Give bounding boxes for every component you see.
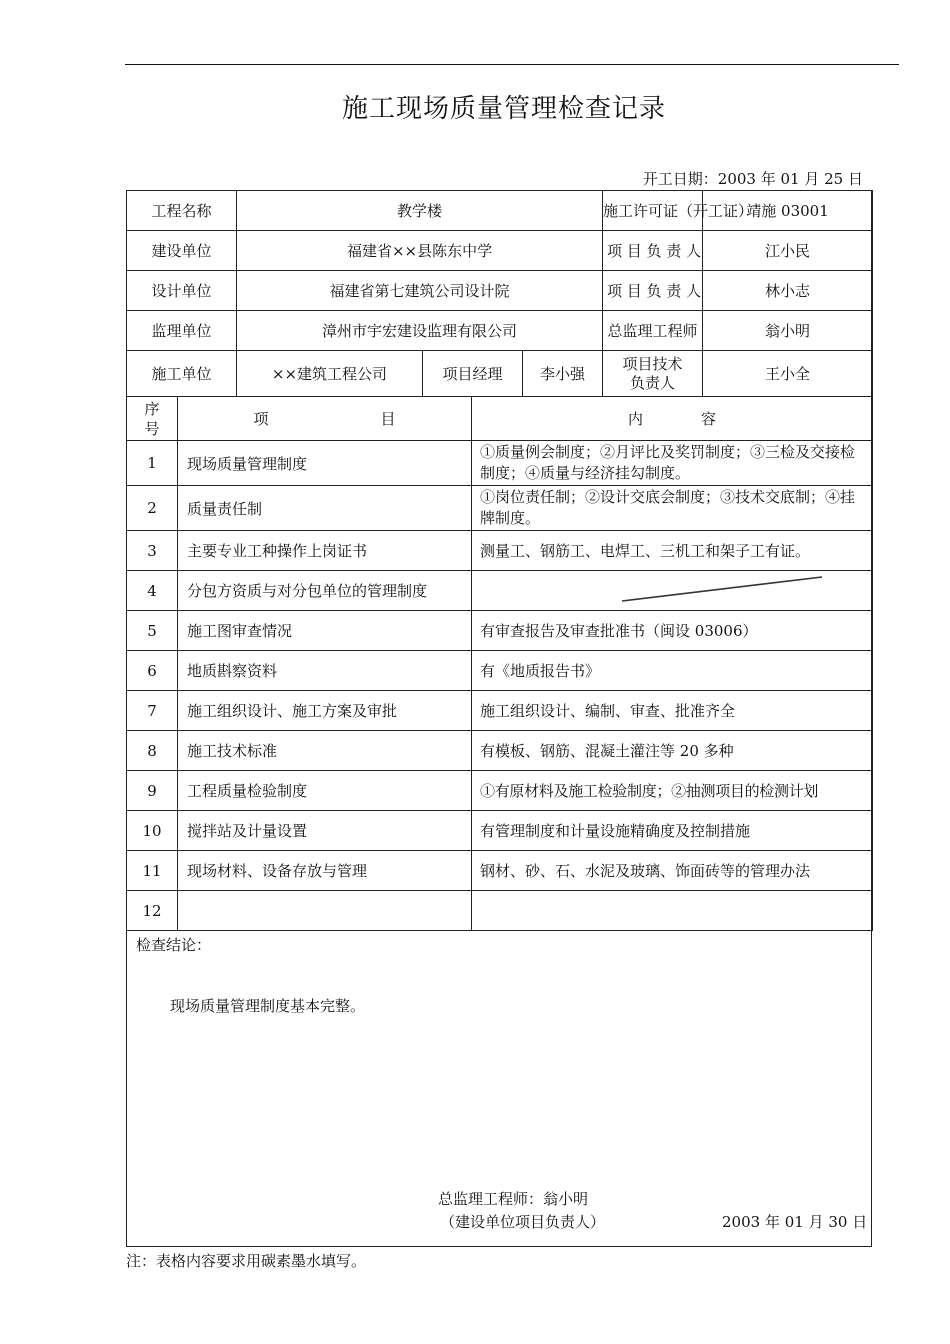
row-content: 有管理制度和计量设施精确度及控制措施	[472, 811, 873, 851]
row-no: 4	[127, 571, 178, 611]
tech-lead-value: 王小全	[703, 351, 873, 397]
tech-lead-label	[603, 351, 703, 397]
design-label: 设计单位	[127, 271, 237, 311]
strike-through-line	[620, 574, 824, 604]
row-content: 测量工、钢筋工、电焊工、三机工和架子工有证。	[472, 531, 873, 571]
row-no: 2	[127, 486, 178, 531]
page-title: 施工现场质量管理检查记录	[341, 94, 666, 124]
items-header-row	[127, 397, 873, 441]
row-item: 主要专业工种操作上岗证书	[178, 531, 472, 571]
row-content: ①岗位责任制；②设计交底会制度；③技术交底制；④挂牌制度。	[472, 486, 873, 531]
row-content: 有审查报告及审查批准书（闽设 03006）	[472, 611, 873, 651]
conclusion-text: 现场质量管理制度基本完整。	[170, 997, 366, 1015]
row-no: 9	[127, 771, 178, 811]
row-content: 施工组织设计、编制、审查、批准齐全	[472, 691, 873, 731]
row-item: 搅拌站及计量设置	[178, 811, 472, 851]
row-item: 工程质量检验制度	[178, 771, 472, 811]
signer: 总监理工程师：翁小明	[438, 1190, 589, 1208]
signer-subtitle: （建设单位项目负责人）	[440, 1213, 606, 1231]
contractor-value: ××建筑工程公司	[237, 351, 423, 397]
row-item	[178, 891, 472, 931]
project-name-label: 工程名称	[127, 191, 237, 231]
header-content-char-1: 内	[627, 410, 643, 428]
row-no: 11	[127, 851, 178, 891]
permit-label: 施工许可证（开工证）	[603, 191, 703, 231]
supervision-row	[127, 311, 873, 351]
row-no: 12	[127, 891, 178, 931]
owner-label: 建设单位	[127, 231, 237, 271]
owner-lead-label: 项 目 负 责 人	[603, 231, 703, 271]
row-item: 施工技术标准	[178, 731, 472, 771]
owner-row	[127, 231, 873, 271]
project-row	[127, 191, 873, 231]
header-no-line-2: 号	[144, 419, 160, 438]
header-content	[472, 397, 873, 441]
project-name-value: 教学楼	[237, 191, 603, 231]
sign-date: 2003 年 01 月 30 日	[722, 1213, 868, 1231]
row-content	[472, 891, 873, 931]
owner-lead-value: 江小民	[703, 231, 873, 271]
header-no-line-1: 序	[144, 399, 160, 418]
tech-lead-label-line-1: 项目技术	[622, 354, 683, 373]
owner-value: 福建省××县陈东中学	[237, 231, 603, 271]
pm-value: 李小强	[523, 351, 603, 397]
chief-engineer-value: 翁小明	[703, 311, 873, 351]
row-item: 地质斟察资料	[178, 651, 472, 691]
header-item-char-1: 项	[253, 410, 269, 428]
row-item: 现场质量管理制度	[178, 441, 472, 486]
table-row	[127, 611, 873, 651]
footnote: 注：表格内容要求用碳素墨水填写。	[126, 1252, 367, 1270]
contractor-row	[127, 351, 873, 397]
table-row	[127, 651, 873, 691]
table-row	[127, 731, 873, 771]
supervision-label: 监理单位	[127, 311, 237, 351]
row-content: 有模板、钢筋、混凝土灌注等 20 多种	[472, 731, 873, 771]
row-no: 5	[127, 611, 178, 651]
table-row	[127, 691, 873, 731]
table-row	[127, 811, 873, 851]
design-row	[127, 271, 873, 311]
row-item: 质量责任制	[178, 486, 472, 531]
items-table	[126, 396, 873, 931]
top-rule	[125, 64, 899, 65]
table-row	[127, 771, 873, 811]
row-no: 10	[127, 811, 178, 851]
design-lead-value: 林小志	[703, 271, 873, 311]
chief-engineer-label: 总监理工程师	[603, 311, 703, 351]
row-content: ①质量例会制度；②月评比及奖罚制度；③三检及交接检制度；④质量与经济挂勾制度。	[472, 441, 873, 486]
row-content: 钢材、砂、石、水泥及玻璃、饰面砖等的管理办法	[472, 851, 873, 891]
supervision-value: 漳州市宇宏建设监理有限公司	[237, 311, 603, 351]
row-item: 分包方资质与对分包单位的管理制度	[178, 571, 472, 611]
row-no: 1	[127, 441, 178, 486]
design-lead-label: 项 目 负 责 人	[603, 271, 703, 311]
project-info-table	[126, 190, 873, 397]
row-item: 施工组织设计、施工方案及审批	[178, 691, 472, 731]
table-row	[127, 531, 873, 571]
header-item	[178, 397, 472, 441]
table-row	[127, 441, 873, 486]
pm-label: 项目经理	[423, 351, 523, 397]
conclusion-label: 检查结论：	[136, 936, 212, 954]
row-no: 3	[127, 531, 178, 571]
header-content-char-2: 容	[701, 410, 717, 428]
row-content: 有《地质报告书》	[472, 651, 873, 691]
header-no	[127, 397, 178, 441]
row-item: 施工图审查情况	[178, 611, 472, 651]
row-no: 6	[127, 651, 178, 691]
row-item: 现场材料、设备存放与管理	[178, 851, 472, 891]
row-no: 8	[127, 731, 178, 771]
table-row	[127, 486, 873, 531]
tech-lead-label-line-2: 负责人	[630, 373, 676, 392]
header-item-char-2: 目	[380, 410, 396, 428]
row-no: 7	[127, 691, 178, 731]
contractor-label: 施工单位	[127, 351, 237, 397]
permit-value: 靖施 03001	[703, 191, 873, 231]
start-date: 开工日期：2003 年 01 月 25 日	[642, 170, 863, 188]
table-row	[127, 891, 873, 931]
table-row	[127, 851, 873, 891]
row-content: ①有原材料及施工检验制度；②抽测项目的检测计划	[472, 771, 873, 811]
design-value: 福建省第七建筑公司设计院	[237, 271, 603, 311]
